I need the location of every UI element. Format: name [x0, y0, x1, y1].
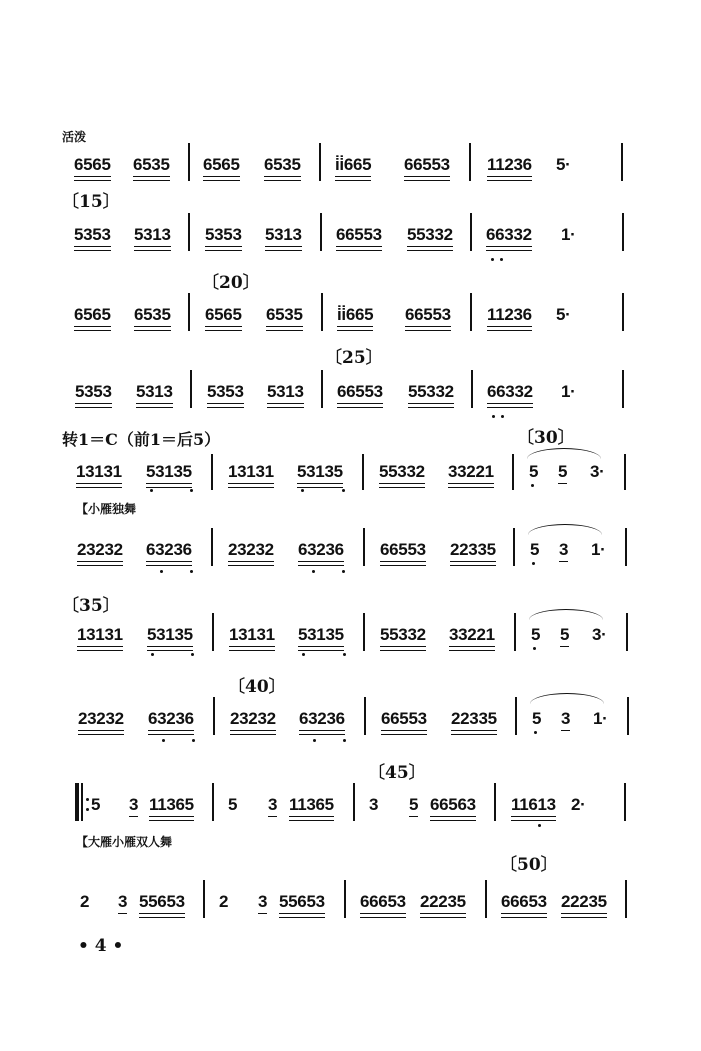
bar-line — [212, 613, 214, 651]
note-group: 22235 — [561, 892, 607, 911]
note: 3 — [258, 892, 268, 911]
lower-octave-dot — [150, 489, 153, 492]
lower-octave-dot — [302, 653, 305, 656]
note-group: 66553 — [404, 155, 450, 174]
staff-line-7 — [0, 625, 701, 665]
bar-line — [203, 880, 205, 918]
bar-line — [362, 454, 364, 490]
bar-line — [627, 697, 629, 735]
note: 1· — [561, 382, 576, 401]
staff-line-3 — [0, 305, 701, 345]
note-group: 6565 — [203, 155, 240, 174]
rehearsal-mark: 〔25〕 — [325, 348, 383, 368]
note-group: 23232 — [78, 709, 124, 728]
note-group: 23232 — [230, 709, 276, 728]
note-group: 22335 — [450, 540, 496, 559]
note-group: 66653 — [360, 892, 406, 911]
note-group: 11613 — [511, 795, 556, 814]
staff-line-9 — [0, 795, 701, 835]
staff-line-8 — [0, 709, 701, 749]
note: 3 — [369, 795, 379, 814]
bar-line — [363, 613, 365, 651]
note-group: 55653 — [279, 892, 325, 911]
bar-line — [625, 528, 627, 566]
note-group: 66553 — [380, 540, 426, 559]
lower-octave-dot — [343, 739, 346, 742]
bar-line — [320, 213, 322, 251]
lower-octave-dot — [191, 653, 194, 656]
note-group: 11365 — [289, 795, 334, 814]
bar-line — [363, 528, 365, 566]
rehearsal-mark: 〔15〕 — [62, 192, 120, 212]
bar-line — [212, 783, 214, 821]
lower-octave-dot — [162, 739, 165, 742]
lower-octave-dot — [343, 653, 346, 656]
note: 5 — [529, 462, 539, 481]
bar-line — [621, 143, 623, 181]
note: 3· — [590, 462, 605, 481]
repeat-dot — [86, 798, 89, 801]
bar-line — [190, 370, 192, 408]
bar-line — [494, 783, 496, 821]
note: 2 — [219, 892, 229, 911]
bar-line — [211, 528, 213, 566]
note-group: 5313 — [265, 225, 302, 244]
lower-octave-dot — [492, 415, 495, 418]
note-group: 6565 — [205, 305, 242, 324]
note-group: 5313 — [267, 382, 304, 401]
bar-line — [512, 454, 514, 490]
note-group: 11236 — [487, 305, 532, 324]
note-group: 5353 — [207, 382, 244, 401]
note-group: i̇i̇665 — [335, 155, 372, 174]
note: 3 — [559, 540, 569, 559]
bar-line — [515, 697, 517, 735]
rehearsal-mark: 〔20〕 — [202, 273, 260, 293]
bar-line — [353, 783, 355, 821]
lower-octave-dot — [531, 484, 534, 487]
note-group: 63236 — [299, 709, 345, 728]
bar-line — [624, 783, 626, 821]
staff-line-2 — [0, 225, 701, 265]
note-group: 13131 — [76, 462, 122, 481]
bar-line — [622, 370, 624, 408]
bar-line — [625, 880, 627, 918]
note-group: 22335 — [451, 709, 497, 728]
note: 5 — [409, 795, 419, 814]
note-group: 55332 — [408, 382, 454, 401]
rehearsal-mark: 〔40〕 — [228, 677, 286, 697]
note-group: 53135 — [147, 625, 193, 644]
note: 5 — [531, 625, 541, 644]
bar-line — [213, 697, 215, 735]
tempo-marking: 活泼 — [62, 130, 87, 144]
note: 3 — [129, 795, 139, 814]
lower-octave-dot — [342, 489, 345, 492]
bar-line — [188, 143, 190, 181]
note-group: 53135 — [146, 462, 192, 481]
note-group: 66553 — [337, 382, 383, 401]
note-group: 66563 — [430, 795, 476, 814]
note-group: 11365 — [149, 795, 194, 814]
bar-line — [622, 213, 624, 251]
lower-octave-dot — [501, 415, 504, 418]
bar-line — [471, 370, 473, 408]
note-group: 63236 — [298, 540, 344, 559]
slur — [527, 448, 601, 459]
note-group: 5353 — [74, 225, 111, 244]
repeat-dot — [86, 808, 89, 811]
note: 3 — [561, 709, 571, 728]
note-group: 33221 — [448, 462, 494, 481]
bar-line — [188, 293, 190, 331]
lower-octave-dot — [342, 570, 345, 573]
rehearsal-mark: 〔30〕 — [517, 428, 575, 448]
note-group: 55332 — [379, 462, 425, 481]
note-group: 66332 — [486, 225, 532, 244]
note: 5 — [532, 709, 542, 728]
bar-line — [364, 697, 366, 735]
lower-octave-dot — [533, 647, 536, 650]
note-group: 6565 — [74, 305, 111, 324]
note: 5 — [558, 462, 568, 481]
note-group: 63236 — [146, 540, 192, 559]
note-group: i̇i̇665 — [337, 305, 374, 324]
note: 1· — [561, 225, 576, 244]
note-group: 13131 — [77, 625, 123, 644]
note-group: 66553 — [381, 709, 427, 728]
slur — [530, 693, 604, 704]
rehearsal-mark: 〔45〕 — [368, 763, 426, 783]
key-change: 转1＝C（前1＝后5） — [62, 430, 221, 449]
staff-line-5 — [0, 462, 701, 502]
note-group: 11236 — [487, 155, 532, 174]
note: 2 — [80, 892, 90, 911]
note-group: 66653 — [501, 892, 547, 911]
note-group: 6535 — [133, 155, 170, 174]
section-label: 【小雁独舞 — [76, 502, 137, 516]
note-group: 23232 — [228, 540, 274, 559]
lower-octave-dot — [313, 739, 316, 742]
note-group: 53135 — [298, 625, 344, 644]
staff-line-6 — [0, 540, 701, 580]
bar-line — [470, 213, 472, 251]
note-group: 22235 — [420, 892, 466, 911]
bar-line — [514, 613, 516, 651]
lower-octave-dot — [151, 653, 154, 656]
note-group: 6535 — [134, 305, 171, 324]
repeat-start-thick-bar — [75, 783, 79, 821]
note-group: 6565 — [74, 155, 111, 174]
note: 5 — [91, 795, 101, 814]
note-group: 6535 — [266, 305, 303, 324]
note: 2· — [571, 795, 586, 814]
lower-octave-dot — [160, 570, 163, 573]
note-group: 5313 — [134, 225, 171, 244]
note: 5 — [560, 625, 570, 644]
staff-line-10 — [0, 892, 701, 932]
bar-line — [469, 143, 471, 181]
bar-line — [188, 213, 190, 251]
note: 5· — [556, 155, 571, 174]
lower-octave-dot — [538, 824, 541, 827]
rehearsal-mark: 〔50〕 — [500, 855, 558, 875]
lower-octave-dot — [312, 570, 315, 573]
note: 5 — [228, 795, 238, 814]
note: 1· — [591, 540, 606, 559]
note-group: 66332 — [487, 382, 533, 401]
bar-line — [626, 613, 628, 651]
bar-line — [622, 293, 624, 331]
note: 5· — [556, 305, 571, 324]
note-group: 33221 — [449, 625, 495, 644]
lower-octave-dot — [190, 489, 193, 492]
section-label: 【大雁小雁双人舞 — [76, 835, 173, 849]
bar-line — [344, 880, 346, 918]
lower-octave-dot — [301, 489, 304, 492]
lower-octave-dot — [190, 570, 193, 573]
bar-line — [624, 454, 626, 490]
note-group: 5313 — [136, 382, 173, 401]
lower-octave-dot — [192, 739, 195, 742]
page-number: • 4 • — [78, 936, 124, 956]
bar-line — [513, 528, 515, 566]
note-group: 6535 — [264, 155, 301, 174]
bar-line — [211, 454, 213, 490]
slur — [528, 524, 602, 535]
note: 5 — [530, 540, 540, 559]
repeat-start-thin-bar — [81, 783, 83, 821]
rehearsal-mark: 〔35〕 — [62, 596, 120, 616]
note-group: 13131 — [229, 625, 275, 644]
note-group: 63236 — [148, 709, 194, 728]
lower-octave-dot — [500, 258, 503, 261]
note: 3 — [118, 892, 128, 911]
staff-line-1 — [0, 155, 701, 195]
lower-octave-dot — [491, 258, 494, 261]
note-group: 66553 — [405, 305, 451, 324]
note-group: 13131 — [228, 462, 274, 481]
bar-line — [319, 143, 321, 181]
bar-line — [470, 293, 472, 331]
note-group: 23232 — [77, 540, 123, 559]
staff-line-4 — [0, 382, 701, 422]
note-group: 5353 — [75, 382, 112, 401]
bar-line — [321, 370, 323, 408]
note: 3 — [268, 795, 278, 814]
note-group: 55332 — [407, 225, 453, 244]
note: 3· — [592, 625, 607, 644]
bar-line — [485, 880, 487, 918]
bar-line — [321, 293, 323, 331]
slur — [529, 609, 603, 620]
note-group: 5353 — [205, 225, 242, 244]
lower-octave-dot — [532, 562, 535, 565]
note-group: 55332 — [380, 625, 426, 644]
note: 1· — [593, 709, 608, 728]
note-group: 53135 — [297, 462, 343, 481]
note-group: 55653 — [139, 892, 185, 911]
note-group: 66553 — [336, 225, 382, 244]
lower-octave-dot — [534, 731, 537, 734]
